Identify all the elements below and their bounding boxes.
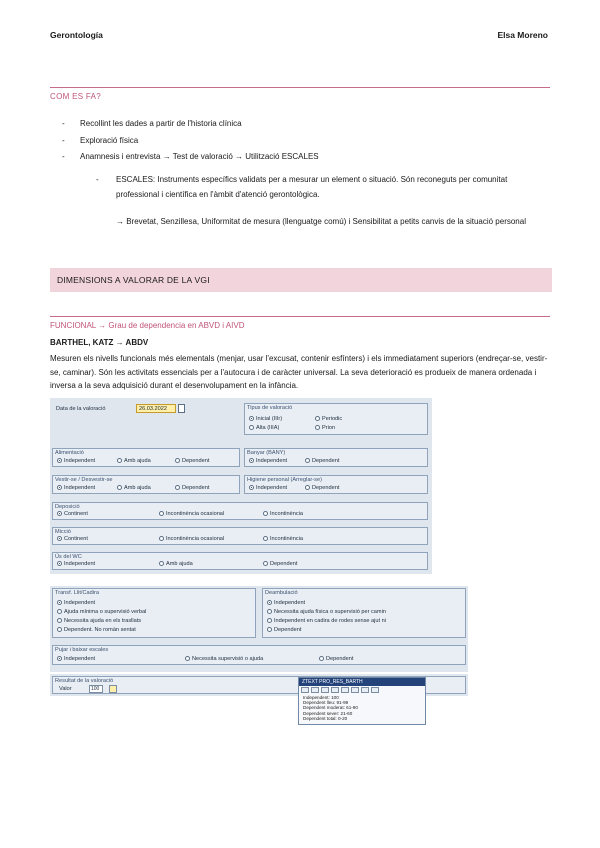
radio-option[interactable]: Dependent. No romàn sentat: [57, 627, 136, 633]
radio-option[interactable]: Independent: [57, 458, 95, 464]
transf-group: [52, 588, 256, 638]
group-title: Alimentació: [55, 450, 84, 456]
group-title: Pujar i baixar escales: [55, 647, 109, 653]
radio-option[interactable]: Independent: [57, 600, 95, 606]
radio-option[interactable]: Continent: [57, 511, 88, 517]
list-item: - Anamnesis i entrevista → Test de valoració → Utilització ESCALES: [62, 149, 319, 166]
vestir-group: [52, 475, 240, 494]
radio-option[interactable]: Necessita ajuda en els trasllats: [57, 618, 141, 624]
popup-line: Independent: 100: [303, 695, 339, 700]
group-title: Deposició: [55, 504, 80, 510]
radio-option[interactable]: Dependent: [305, 485, 339, 491]
escales-dash: -: [96, 175, 99, 184]
radio-option[interactable]: Inicial (IIIr): [249, 416, 282, 422]
radio-option[interactable]: Amb ajuda: [159, 561, 193, 567]
tipus-group: [244, 403, 428, 435]
radio-option[interactable]: Independent: [249, 485, 287, 491]
escales-definition: ESCALES: Instruments específics validats per a mesurar un element o situació. Són reconeguts per comunitat professional i científica en l'àmbit d'atenció gerontològica.: [116, 175, 508, 199]
radio-option[interactable]: Necessita supervisió o ajuda: [185, 656, 263, 662]
popup-line: Dependent lleu: 91-99: [303, 700, 349, 706]
radio-option[interactable]: Dependent: [319, 656, 353, 662]
toolbar-icon[interactable]: [351, 687, 359, 693]
radio-option[interactable]: Incontinència: [263, 536, 303, 542]
popup-line: Dependent moderat: 61-90: [303, 705, 358, 711]
group-title: Higiene personal (Arreglar-se): [247, 477, 322, 483]
radio-option[interactable]: Incontinència: [263, 511, 303, 517]
valor-label: Valor: [59, 686, 72, 692]
group-title: Tipus de valoració: [247, 405, 293, 411]
barthel-form-screenshot-1: [50, 398, 432, 574]
radio-option[interactable]: Necessita ajuda física o supervisió per camin: [267, 609, 386, 615]
date-field[interactable]: 26.03.2022: [136, 404, 176, 413]
funcional-paragraph: Mesuren els nivells funcionals més elementals (menjar, usar l'excusat, contenir esfínters) i els immediatament superiors (endreçar-se, vestir-se, caminar). Són les activitats essencials per a l'autocura i de caràcter universal. La seva deterioració es produeix de manera ordenada i inversa a la seva adquisició durant el desenvolupament en la infància.: [50, 354, 548, 390]
popup-line: Dependent sever: 21-60: [303, 710, 353, 716]
funcional-title: FUNCIONAL → Grau de dependencia en ABVD i AIVD: [50, 321, 245, 330]
valor-field[interactable]: 100: [89, 685, 103, 693]
bany-group: [244, 448, 428, 467]
radio-option[interactable]: Independent: [57, 561, 95, 567]
date-label: Data de la valoració: [56, 406, 106, 412]
toolbar-icon[interactable]: [321, 687, 329, 693]
deambul-group: [262, 588, 466, 638]
radio-option[interactable]: Amb ajuda: [117, 458, 151, 464]
radio-option[interactable]: Incontinència ocasional: [159, 536, 224, 542]
radio-option[interactable]: Continent: [57, 536, 88, 542]
radio-option[interactable]: Dependent: [305, 458, 339, 464]
info-icon[interactable]: [109, 685, 117, 693]
popup-title: ZTEXT PRO_RES_BARTH: [299, 678, 425, 686]
radio-option[interactable]: Independent: [249, 458, 287, 464]
radio-option[interactable]: Periodic: [315, 416, 342, 422]
popup-line: Dependent total: 0-20: [303, 715, 348, 721]
radio-option[interactable]: Dependent: [267, 627, 301, 633]
group-title: Resultat de la valoració: [55, 678, 114, 684]
section-title: COM ES FA?: [50, 92, 102, 101]
section-band: [50, 268, 552, 292]
alimentacio-group: [52, 448, 240, 467]
radio-option[interactable]: Independent: [57, 656, 95, 662]
radio-option[interactable]: Independent: [57, 485, 95, 491]
group-title: Deambulació: [265, 590, 298, 596]
toolbar-icon[interactable]: [331, 687, 339, 693]
barthel-heading: BARTHEL, KATZ → ABDV: [50, 338, 149, 347]
radio-option[interactable]: Dependent: [263, 561, 297, 567]
group-title: Micció: [55, 529, 71, 535]
popup-toolbar: [299, 686, 425, 695]
radio-option[interactable]: Ajuda mínima o supervisió verbal: [57, 609, 146, 615]
miccio-group: [52, 527, 428, 545]
list-item: - Exploració física: [62, 133, 319, 150]
barthel-form-screenshot-2: [50, 586, 468, 672]
group-title: Transf. Llit/Cadira: [55, 590, 99, 596]
header-left: Gerontología: [50, 30, 103, 40]
radio-option[interactable]: Prion: [315, 425, 335, 431]
radio-option[interactable]: Independent: [267, 600, 305, 606]
toolbar-icon[interactable]: [301, 687, 309, 693]
radio-option[interactable]: Dependent: [175, 458, 209, 464]
higiene-group: [244, 475, 428, 494]
group-title: Ús del WC: [55, 554, 82, 560]
radio-option[interactable]: Dependent: [175, 485, 209, 491]
wc-group: [52, 552, 428, 570]
radio-option[interactable]: Incontinència ocasional: [159, 511, 224, 517]
group-title: Vestir-se / Desvestir-se: [55, 477, 113, 483]
pujar-group: [52, 645, 466, 665]
toolbar-icon[interactable]: [311, 687, 319, 693]
toolbar-icon[interactable]: [341, 687, 349, 693]
band-title: DIMENSIONS A VALORAR DE LA VGI: [57, 275, 210, 285]
list-item: - Recollint les dades a partir de l'historia clínica: [62, 116, 319, 133]
group-title: Banyar (BANY): [247, 450, 286, 456]
escales-properties: → Brevetat, Senzillesa, Uniformitat de mesura (llenguatge comú) i Sensibilitat a petits canvis de la situació personal: [116, 217, 526, 226]
radio-option[interactable]: Alta (IIIA): [249, 425, 279, 431]
deposicio-group: [52, 502, 428, 520]
radio-option[interactable]: Amb ajuda: [117, 485, 151, 491]
toolbar-icon[interactable]: [361, 687, 369, 693]
bullet-list: [62, 116, 319, 166]
calendar-icon[interactable]: [178, 404, 185, 413]
toolbar-icon[interactable]: [371, 687, 379, 693]
divider: [50, 316, 550, 317]
result-popup: [298, 677, 426, 725]
escales-block: [96, 172, 548, 229]
page-header: [50, 30, 548, 40]
divider: [50, 87, 550, 88]
header-right: Elsa Moreno: [497, 30, 548, 40]
radio-option[interactable]: Independent en cadira de rodes sense ajut ni: [267, 618, 386, 624]
